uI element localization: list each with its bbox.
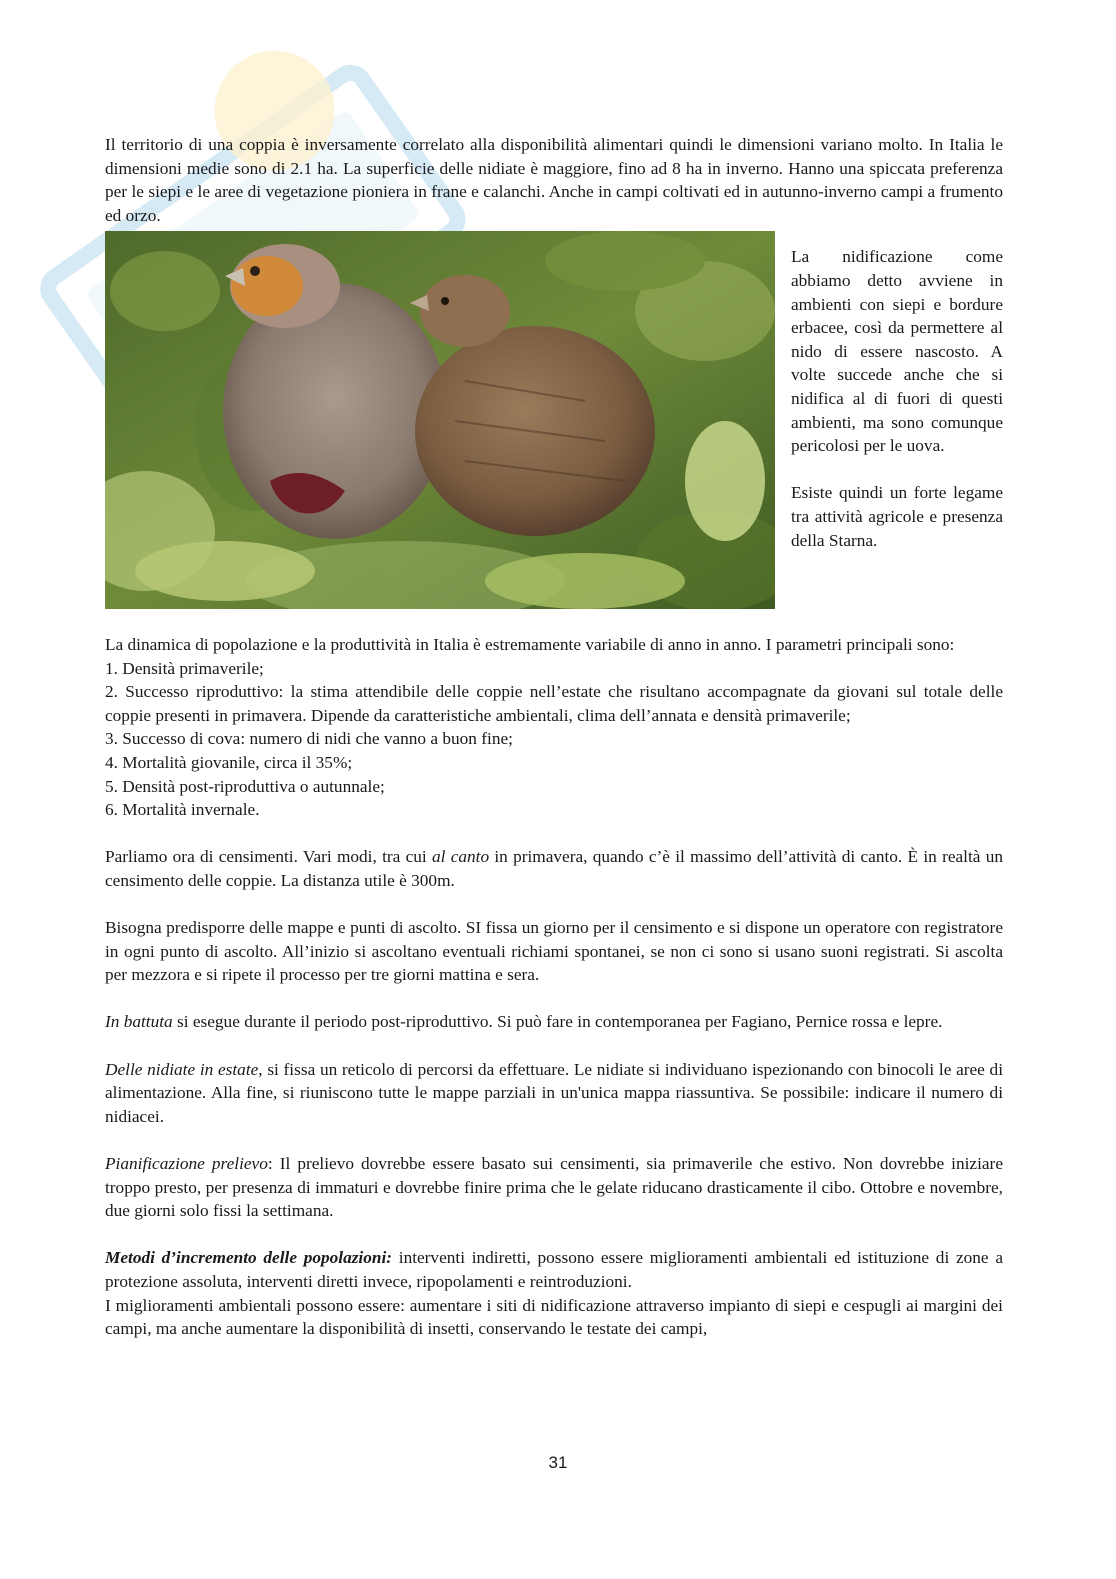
list-item: 2. Successo riproduttivo: la stima attendibile delle coppie nell’estate che risultano accompagnate da giovani sul totale delle coppie presenti in primavera. Dipende da caratteristiche ambientali, clima dell’annata e densità primaverile; xyxy=(105,682,1003,725)
census-text-post: in primavera, quando c’è il massimo dell’attività di canto. È in realtà un censimento delle coppie. La distanza utile è 300m. xyxy=(105,847,1004,890)
intro-paragraph: Il territorio di una coppia è inversamente correlato alla disponibilità alimentari quindi le dimensioni variano molto. In Italia le dimensioni medie sono di 2.1 ha. La superficie delle nidiate è maggiore, fino ad 8 ha in inverno. Hanno una spiccata preferenza per le siepi e le aree di vegetazione pioniera in frane e calanchi. Anche in campi coltivati ed in autunno-inverno campi a frumento ed orzo. xyxy=(105,135,1003,225)
parameters-list xyxy=(105,657,1003,822)
list-item: 1. Densità primaverile; xyxy=(105,658,264,678)
list-item: 5. Densità post-riproduttiva o autunnale; xyxy=(105,776,385,796)
side-text xyxy=(791,231,1003,609)
metodi-heading: Metodi d’incremento delle popolazioni: xyxy=(105,1248,393,1268)
listening-paragraph: Bisogna predisporre delle mappe e punti di ascolto. SI fissa un giorno per il censimento e si dispone un operatore con registratore in ogni punto di ascolto. All’inizio si ascoltano eventuali richiami spontanei, se non ci sono si usano suoni registrati. Si ascolta per mezzora e si ripete il processo per tre giorni mattina e sera. xyxy=(105,918,1003,985)
battuta-paragraph xyxy=(105,1010,1003,1034)
nidiate-emphasis: Delle nidiate in estate xyxy=(105,1059,259,1079)
prelievo-text: : Il prelievo dovrebbe essere basato sui censimenti, sia primaverile che estivo. Non dovrebbe iniziare troppo presto, per presenza di immaturi e dovrebbe finire prima che le gelate riducano drasticamente il cibo. Ottobre e novembre, due giorni solo fissi la settimana. xyxy=(105,1154,1003,1221)
list-item: 3. Successo di cova: numero di nidi che vanno a buon fine; xyxy=(105,729,513,749)
battuta-emphasis: In battuta xyxy=(105,1012,173,1032)
list-item: 6. Mortalità invernale. xyxy=(105,800,260,820)
nesting-paragraph: La nidificazione come abbiamo detto avviene in ambienti con siepi e bordure erbacee, così da permettere al nido di essere nascosto. A volte succede anche che si nidifica al di fuori di questi ambienti, ma sono comunque pericolosi per le uova. xyxy=(791,247,1003,456)
census-text-pre: Parliamo ora di censimenti. Vari modi, tra cui xyxy=(105,847,432,867)
prelievo-paragraph xyxy=(105,1152,1003,1223)
nidiate-paragraph xyxy=(105,1058,1003,1129)
nidiate-text: , si fissa un reticolo di percorsi da effettuare. Le nidiate si individuano ispezionando con binocoli le aree di alimentazione. Alla fine, si riuniscono tutte le mappe parziali in un'unica mappa riassuntiva. Se possibile: indicare il numero di nidiacei. xyxy=(105,1059,1003,1126)
prelievo-emphasis: Pianificazione prelievo xyxy=(105,1154,268,1174)
document-body xyxy=(105,133,1003,1341)
census-emphasis: al canto xyxy=(431,847,490,867)
page-number: 31 xyxy=(548,1453,568,1472)
agriculture-paragraph: Esiste quindi un forte legame tra attività agricole e presenza della Starna. xyxy=(791,483,1003,550)
partridge-photo xyxy=(105,231,775,609)
dynamics-intro: La dinamica di popolazione e la produttività in Italia è estremamente variabile di anno in anno. I parametri principali sono: xyxy=(105,634,955,654)
census-paragraph xyxy=(105,845,1003,892)
metodi-paragraph xyxy=(105,1246,1003,1293)
list-item: 4. Mortalità giovanile, circa il 35%; xyxy=(105,752,353,772)
battuta-text: si esegue durante il periodo post-riproduttivo. Si può fare in contemporanea per Fagiano, Pernice rossa e lepre. xyxy=(172,1012,943,1032)
figure-row xyxy=(105,231,1003,609)
improvements-paragraph: I miglioramenti ambientali possono essere: aumentare i siti di nidificazione attraverso impianto di siepi e cespugli ai margini dei campi, ma anche aumentare la disponibilità di insetti, conservando le testate dei campi, xyxy=(105,1295,1003,1339)
metodi-text: interventi indiretti, possono essere miglioramenti ambientali ed istituzione di zone a protezione assoluta, interventi diretti invece, ripopolamenti e reintroduzioni. xyxy=(105,1248,1003,1291)
